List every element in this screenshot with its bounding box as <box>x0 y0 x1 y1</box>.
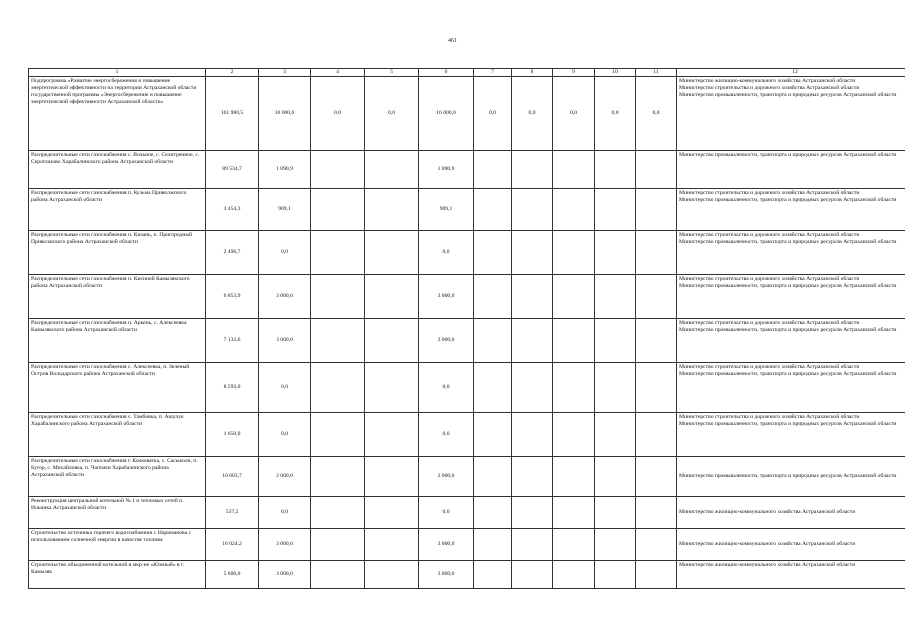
cell-value: 0,0 <box>512 77 553 151</box>
table-row <box>29 275 905 319</box>
executor-name: Министерство строительства и дорожного хозяйства Астраханской области <box>679 320 860 326</box>
cell-value <box>553 363 595 413</box>
cell-value <box>365 231 419 275</box>
cell-value <box>512 275 553 319</box>
cell-value <box>636 319 677 363</box>
executors-cell <box>677 231 905 275</box>
cell-value: 3 000,0 <box>259 275 311 319</box>
cell-value <box>311 275 365 319</box>
table-row <box>29 497 905 529</box>
cell-value <box>595 561 636 589</box>
item-name: Распределительные сети газоснабжения г. Кочковатка, с. Сасыколи, п. Бугор, с. Михайловка, п. Чапчачи Харабалинского района Астраханской области <box>29 457 206 497</box>
cell-value: 3 000,0 <box>419 275 474 319</box>
cell-value <box>553 529 595 561</box>
table-row <box>29 363 905 413</box>
executors-cell <box>677 457 905 497</box>
cell-value <box>595 497 636 529</box>
cell-value: 909,1 <box>419 189 474 231</box>
cell-value: 1 650,0 <box>206 413 259 457</box>
cell-value <box>365 413 419 457</box>
item-name: Распределительные сети газоснабжения с. Вольное, с. Селитренное, с. Сероглазово Харабалинского района Астраханской области <box>29 151 206 189</box>
cell-value: 161 980,5 <box>206 77 259 151</box>
executor-name: Министерство строительства и дорожного хозяйства Астраханской области <box>679 190 860 196</box>
cell-value: 0,0 <box>259 497 311 529</box>
item-name: Строительство объединенной котельной в мкр-не «Южный» в г. Камызяк <box>29 561 206 589</box>
cell-value <box>553 231 595 275</box>
cell-value <box>311 189 365 231</box>
cell-value: 909,1 <box>259 189 311 231</box>
cell-value: 0,0 <box>259 413 311 457</box>
item-name: Распределительные сети газоснабжения п. Кисиной Камызякского района Астраханской области <box>29 275 206 319</box>
cell-value <box>311 497 365 529</box>
executor-name: Министерство промышленности, транспорта и природных ресурсов Астраханской области <box>679 421 897 427</box>
item-name: Распределительные сети газоснабжения п. Кузьма Приволжского района Астраханской области <box>29 189 206 231</box>
cell-value <box>553 413 595 457</box>
cell-value <box>636 457 677 497</box>
cell-value <box>595 529 636 561</box>
cell-value: 0,0 <box>474 77 512 151</box>
cell-value: 0,0 <box>419 413 474 457</box>
cell-value <box>553 275 595 319</box>
executor-name: Министерство промышленности, транспорта и природных ресурсов Астраханской области <box>679 283 897 289</box>
executor-name: Министерство промышленности, транспорта и природных ресурсов Астраханской области <box>679 92 897 98</box>
cell-value <box>365 275 419 319</box>
cell-value: 16 024,2 <box>206 529 259 561</box>
table-row <box>29 561 905 589</box>
cell-value: 2 000,0 <box>259 457 311 497</box>
cell-value <box>595 413 636 457</box>
cell-value <box>365 529 419 561</box>
cell-value: 3 000,0 <box>259 529 311 561</box>
cell-value <box>474 561 512 589</box>
cell-value <box>553 189 595 231</box>
item-name: Распределительные сети газоснабжения п. Аркень, с. Алексеевка Камызякского района Астраханской области <box>29 319 206 363</box>
executor-name: Министерство строительства и дорожного хозяйства Астраханской области <box>679 414 860 420</box>
item-name: Распределительные сети газоснабжения с. Алексеевка, п. Зеленый Остров Володарского района Астраханской области <box>29 363 206 413</box>
cell-value <box>512 151 553 189</box>
cell-value <box>636 151 677 189</box>
table-row <box>29 77 905 151</box>
cell-value <box>311 363 365 413</box>
executor-name: Министерство строительства и дорожного хозяйства Астраханской области <box>679 85 860 91</box>
executors-cell <box>677 151 905 189</box>
column-number-row <box>29 69 905 77</box>
cell-value <box>365 319 419 363</box>
cell-value <box>636 529 677 561</box>
executor-name: Министерство промышленности, транспорта и природных ресурсов Астраханской области <box>679 327 897 333</box>
column-header: 1 <box>29 69 206 77</box>
executors-cell <box>677 413 905 457</box>
cell-value: 16 000,0 <box>259 77 311 151</box>
executors-cell <box>677 363 905 413</box>
program-budget-table <box>28 68 905 589</box>
cell-value <box>553 497 595 529</box>
cell-value: 2 496,7 <box>206 231 259 275</box>
cell-value: 0,0 <box>365 77 419 151</box>
cell-value <box>595 275 636 319</box>
cell-value <box>311 319 365 363</box>
cell-value <box>636 561 677 589</box>
cell-value <box>311 457 365 497</box>
column-header: 6 <box>419 69 474 77</box>
cell-value <box>553 151 595 189</box>
table-row <box>29 319 905 363</box>
item-name: Распределительные сети газоснабжения п. Кизань, п. Пригородный Приволжского района Астраханской области <box>29 231 206 275</box>
column-header: 2 <box>206 69 259 77</box>
executors-cell <box>677 319 905 363</box>
cell-value <box>365 457 419 497</box>
cell-value <box>553 561 595 589</box>
executor-name: Министерство жилищно-коммунального хозяйства Астраханской области <box>679 541 856 547</box>
table-row <box>29 529 905 561</box>
cell-value: 89 534,7 <box>206 151 259 189</box>
cell-value <box>512 231 553 275</box>
executor-name: Министерство промышленности, транспорта и природных ресурсов Астраханской области <box>679 152 897 158</box>
cell-value <box>636 497 677 529</box>
cell-value: 6 853,9 <box>206 275 259 319</box>
cell-value <box>365 363 419 413</box>
cell-value <box>595 231 636 275</box>
cell-value <box>512 413 553 457</box>
executors-cell <box>677 561 905 589</box>
table-row <box>29 413 905 457</box>
cell-value <box>512 561 553 589</box>
cell-value <box>636 231 677 275</box>
cell-value: 3 000,0 <box>419 529 474 561</box>
item-name: Строительство источника горячего водоснабжения г. Нариманова с использованием солнечной энергии в качестве топлива <box>29 529 206 561</box>
cell-value: 0,0 <box>419 497 474 529</box>
executor-name: Министерство строительства и дорожного хозяйства Астраханской области <box>679 364 860 370</box>
executor-name: Министерство промышленности, транспорта и природных ресурсов Астраханской области <box>679 473 897 479</box>
cell-value: 0,0 <box>636 77 677 151</box>
cell-value <box>365 189 419 231</box>
cell-value <box>474 319 512 363</box>
column-header: 11 <box>636 69 677 77</box>
cell-value <box>512 189 553 231</box>
executors-cell <box>677 497 905 529</box>
executors-cell <box>677 275 905 319</box>
cell-value <box>553 319 595 363</box>
cell-value <box>311 151 365 189</box>
table-row <box>29 151 905 189</box>
cell-value: 3 454,3 <box>206 189 259 231</box>
cell-value: 5 600,0 <box>206 561 259 589</box>
item-name: Распределительные сети газоснабжения с. Тамбовка, п. Ашулук Харабалинского района Астраханской области <box>29 413 206 457</box>
cell-value <box>474 457 512 497</box>
cell-value: 0,0 <box>259 231 311 275</box>
cell-value: 2 000,0 <box>419 457 474 497</box>
cell-value <box>512 457 553 497</box>
column-header: 10 <box>595 69 636 77</box>
cell-value <box>474 529 512 561</box>
cell-value <box>595 363 636 413</box>
cell-value: 3 000,0 <box>259 561 311 589</box>
cell-value <box>311 413 365 457</box>
cell-value: 0,0 <box>553 77 595 151</box>
executor-name: Министерство промышленности, транспорта и природных ресурсов Астраханской области <box>679 371 897 377</box>
column-header: 5 <box>365 69 419 77</box>
cell-value: 1 090,9 <box>419 151 474 189</box>
cell-value <box>311 561 365 589</box>
cell-value <box>636 189 677 231</box>
cell-value: 3 000,0 <box>419 561 474 589</box>
cell-value <box>474 275 512 319</box>
cell-value <box>636 363 677 413</box>
executor-name: Министерство промышленности, транспорта и природных ресурсов Астраханской области <box>679 197 897 203</box>
cell-value <box>553 457 595 497</box>
cell-value: 0,0 <box>595 77 636 151</box>
cell-value: 537,2 <box>206 497 259 529</box>
cell-value: 3 000,0 <box>259 319 311 363</box>
cell-value <box>512 363 553 413</box>
executors-cell <box>677 189 905 231</box>
cell-value <box>474 189 512 231</box>
page-number: 461 <box>448 38 457 44</box>
table-row <box>29 231 905 275</box>
executor-name: Министерство жилищно-коммунального хозяйства Астраханской области <box>679 78 856 84</box>
table-row <box>29 457 905 497</box>
cell-value <box>512 529 553 561</box>
cell-value: 3 000,0 <box>419 319 474 363</box>
cell-value <box>595 151 636 189</box>
cell-value <box>474 231 512 275</box>
cell-value: 0,0 <box>259 363 311 413</box>
cell-value <box>474 413 512 457</box>
executors-cell <box>677 77 905 151</box>
cell-value: 0,0 <box>419 231 474 275</box>
cell-value <box>636 275 677 319</box>
column-header: 12 <box>677 69 905 77</box>
cell-value <box>311 231 365 275</box>
cell-value <box>365 151 419 189</box>
cell-value: 16 000,0 <box>419 77 474 151</box>
cell-value <box>595 319 636 363</box>
cell-value <box>474 497 512 529</box>
column-header: 9 <box>553 69 595 77</box>
cell-value <box>512 497 553 529</box>
cell-value <box>474 151 512 189</box>
cell-value <box>636 413 677 457</box>
table-row <box>29 189 905 231</box>
cell-value <box>595 457 636 497</box>
column-header: 7 <box>474 69 512 77</box>
executor-name: Министерство строительства и дорожного хозяйства Астраханской области <box>679 232 860 238</box>
item-name: Реконструкция центральной котельной № 1 и тепловых сетей п. Ильинка Астраханской области <box>29 497 206 529</box>
executor-name: Министерство жилищно-коммунального хозяйства Астраханской области <box>679 562 856 568</box>
cell-value: 8 593,0 <box>206 363 259 413</box>
executors-cell <box>677 529 905 561</box>
cell-value: 7 132,6 <box>206 319 259 363</box>
cell-value <box>365 561 419 589</box>
column-header: 8 <box>512 69 553 77</box>
executor-name: Министерство промышленности, транспорта и природных ресурсов Астраханской области <box>679 239 897 245</box>
column-header: 3 <box>259 69 311 77</box>
cell-value: 0,0 <box>311 77 365 151</box>
cell-value <box>311 529 365 561</box>
cell-value <box>595 189 636 231</box>
cell-value <box>512 319 553 363</box>
executor-name: Министерство жилищно-коммунального хозяйства Астраханской области <box>679 509 856 515</box>
executor-name: Министерство строительства и дорожного хозяйства Астраханской области <box>679 276 860 282</box>
cell-value: 10 603,7 <box>206 457 259 497</box>
cell-value <box>365 497 419 529</box>
column-header: 4 <box>311 69 365 77</box>
item-name: Подпрограмма «Развитие энергосбережения и повышение энергетической эффективности на территории Астраханской области государственной программы «Энергосбережение и повышение энергетической эффективности Астраханской области» <box>29 77 206 151</box>
cell-value: 1 090,9 <box>259 151 311 189</box>
cell-value: 0,0 <box>419 363 474 413</box>
cell-value <box>474 363 512 413</box>
